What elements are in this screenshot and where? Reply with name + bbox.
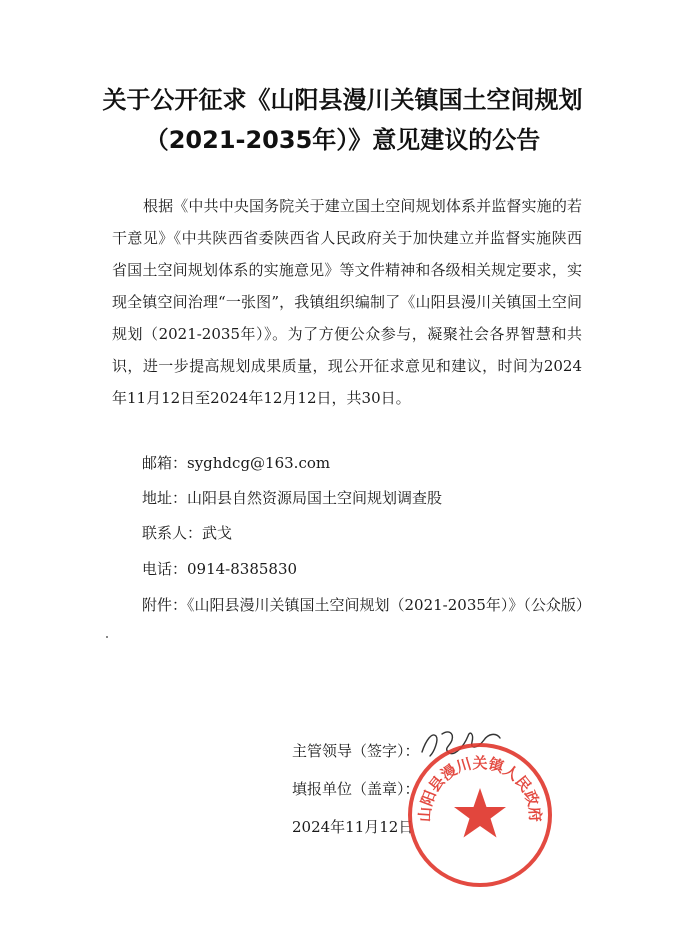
seal-star-icon [454,788,506,838]
email-line: 邮箱：syghdcg@163.com [142,454,331,472]
title-line-1: 关于公开征求《山阳县漫川关镇国土空间规划 [102,86,583,114]
body-paragraph: 根据《中共中央国务院关于建立国土空间规划体系并监督实施的若干意见》《中共陕西省委陕西省人民政府关于加快建立并监督实施陕西省国土空间规划体系的实施意见》等文件精神和各级相关规定要求，实现全镇空间治理“一张图”，我镇组织编制了《山阳县漫川关镇国土空间规划（2021-2035年）》。为了方便公众参与，凝聚社会各界智慧和共识，进一步提高规划成果质量，现公开征求意见和建议，时间为2024年11月12日至2024年12月12日，共30日。 [112,197,582,407]
issue-date: 2024年11月12日 [292,818,414,836]
title-line-2: （2021-2035年）》意见建议的公告 [144,126,541,154]
leader-signature-label: 主管领导（签字）： [292,742,420,760]
seal-arc-text: 山阳县漫川关镇人民政府 [415,753,545,823]
address-line: 地址：山阳县自然资源局国土空间规划调查股 [142,489,443,507]
official-seal [405,740,555,890]
contact-person-line: 联系人：武戈 [142,524,233,542]
speck-mark [106,636,108,638]
page-title [40,80,645,160]
attachment-line: 附件：《山阳县漫川关镇国土空间规划（2021-2035年）》（公众版） [142,596,591,614]
phone-line: 电话：0914-8385830 [142,560,298,578]
unit-seal-label: 填报单位（盖章）： [292,780,420,798]
